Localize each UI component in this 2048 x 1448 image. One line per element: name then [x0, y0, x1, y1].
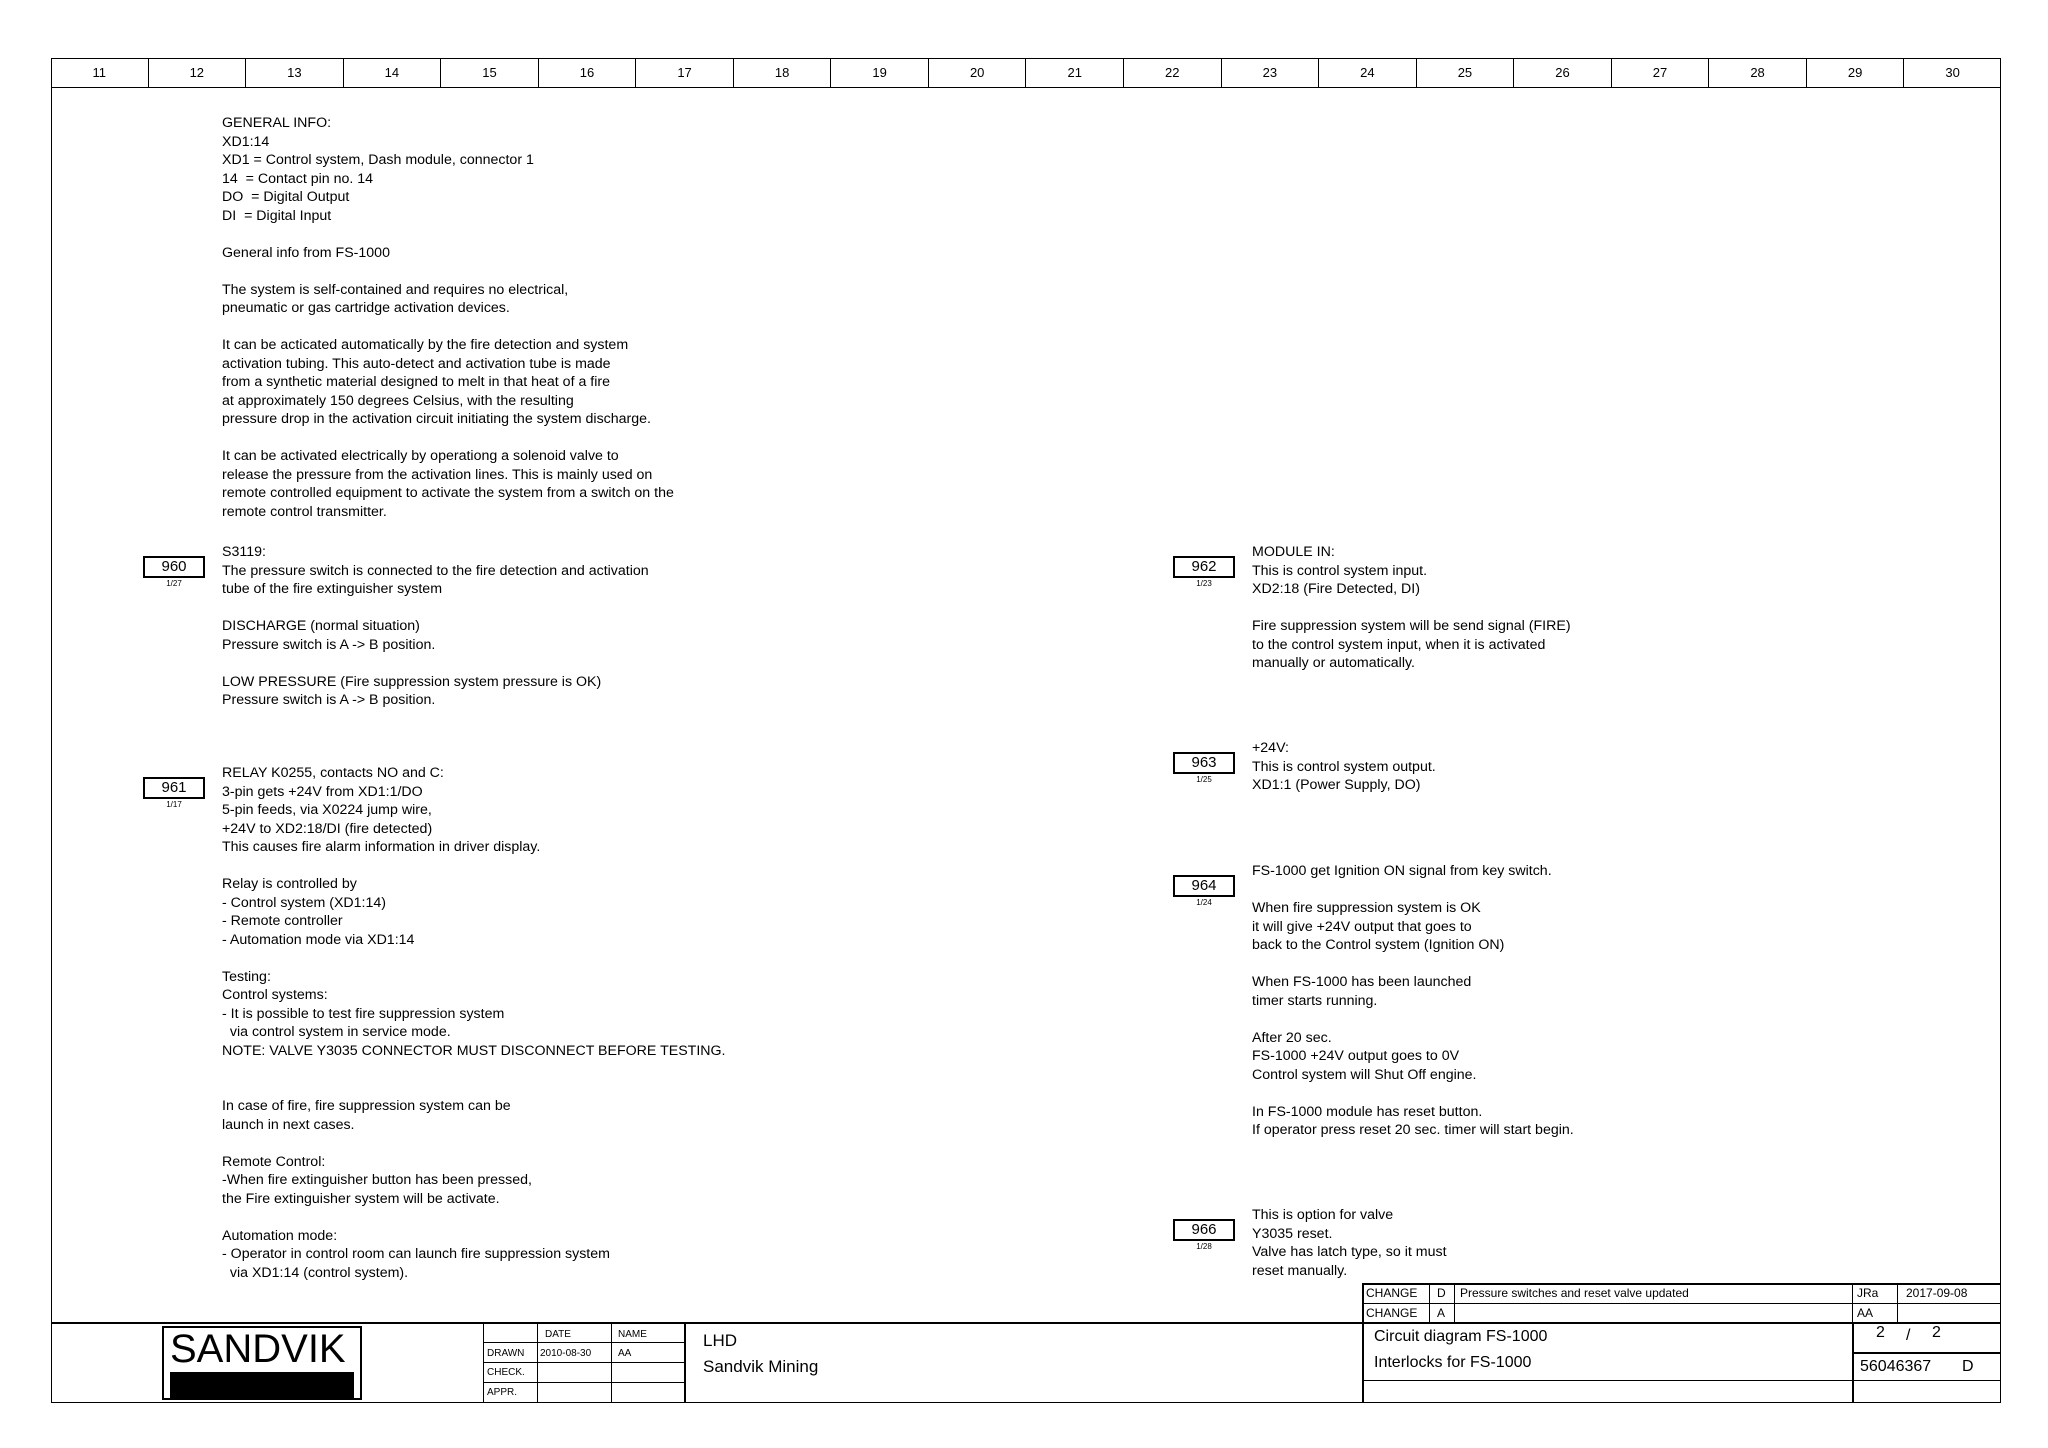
change-label: CHANGE [1366, 1306, 1418, 1320]
divider [1429, 1283, 1430, 1323]
sandvik-logo [162, 1326, 362, 1400]
column-number: 12 [149, 58, 247, 87]
column-number: 21 [1026, 58, 1124, 87]
document-revision: D [1962, 1358, 1974, 1375]
change-author: JRa [1857, 1286, 1879, 1300]
reference-page: 1/27 [166, 579, 182, 588]
column-number: 30 [1945, 65, 1960, 80]
change-revision: A [1437, 1306, 1446, 1320]
divider [1454, 1283, 1455, 1323]
reference-page: 1/17 [166, 800, 182, 809]
note-962: MODULE IN: This is control system input. XD2:18 (Fire Detected, DI) Fire suppression system will be send signal (FIRE) to the control system input, when it is activated manually or automatically. [1252, 544, 1571, 671]
divider [1362, 1303, 2001, 1304]
reference-number: 960 [143, 556, 205, 578]
divider [1362, 1283, 2001, 1285]
reference-number: 961 [143, 777, 205, 799]
change-label: CHANGE [1366, 1286, 1418, 1300]
cross-reference-962[interactable] [1173, 556, 1235, 589]
reference-page: 1/25 [1196, 775, 1212, 784]
reference-number: 962 [1173, 556, 1235, 578]
divider [483, 1362, 684, 1363]
cross-reference-961[interactable] [143, 777, 205, 810]
column-number: 11 [51, 58, 149, 87]
divider [1852, 1322, 1854, 1403]
logo-text: SANDVIK [170, 1327, 346, 1371]
name-header: NAME [618, 1329, 647, 1340]
project-name: LHD [703, 1331, 738, 1350]
column-number: 20 [929, 58, 1027, 87]
column-number: 14 [344, 58, 442, 87]
general-info-text: GENERAL INFO: XD1:14 XD1 = Control system, Dash module, connector 1 14 = Contact pin no. 14 DO = Digital Output DI = Digital Input General info from FS-1000 The system is self-contained and requires no electrical, pneumatic or gas cartridge activation devices. It can be acticated automatically by the fire detection and system activation tubing. This auto-detect and activation tube is made from a synthetic material designed to melt in that heat of a fire at approximately 150 degrees Celsius, with the resulting pressure drop in the activation circuit initiating the system discharge. It can be activated electrically by operationg a solenoid valve to release the pressure from the activation lines. This is mainly used on remote controlled equipment to activate the system from a switch on the remote control transmitter. [222, 115, 674, 520]
note-963: +24V: This is control system output. XD1:1 (Power Supply, DO) [1252, 740, 1436, 793]
check-label: CHECK. [487, 1367, 525, 1378]
change-author: AA [1857, 1306, 1874, 1320]
reference-number: 963 [1173, 752, 1235, 774]
note-964: FS-1000 get Ignition ON signal from key switch. When fire suppression system is OK it will give +24V output that goes to back to the Control system (Ignition ON) When FS-1000 has been launched timer starts running. After 20 sec. FS-1000 +24V output goes to 0V Control system will Shut Off engine. In FS-1000 module has reset button. If operator press reset 20 sec. timer will start begin. [1252, 863, 1574, 1138]
divider [684, 1322, 686, 1403]
column-number: 26 [1514, 58, 1612, 87]
note-961: RELAY K0255, contacts NO and C: 3-pin gets +24V from XD1:1/DO 5-pin feeds, via X0224 jump wire, +24V to XD2:18/DI (fire detected) This causes fire alarm information in driver display. Relay is controlled by - Control system (XD1:14) - Remote controller - Automation mode via XD1:14 Testing: Control systems: - It is possible to test fire suppression system via control system in service mode. NOTE: VALVE Y3035 CONNECTOR MUST DISCONNECT BEFORE TESTING. In case of fire, fire suppression system can be launch in next cases. Remote Control: -When fire extinguisher button has been pressed, the Fire extinguisher system will be activate. Automation mode: - Operator in control room can launch fire suppression system via XD1:14 (control system). [222, 765, 726, 1281]
cross-reference-960[interactable] [143, 556, 205, 589]
document-number: 56046367 [1860, 1358, 1932, 1375]
total-sheets: 2 [1932, 1324, 1941, 1341]
column-number: 15 [441, 58, 539, 87]
column-number: 25 [1417, 58, 1515, 87]
note-960: S3119: The pressure switch is connected to the fire detection and activation tube of the fire extinguisher system DISCHARGE (normal situation) Pressure switch is A -> B position. LOW PRESSURE (Fire suppression system pressure is OK) Pressure switch is A -> B position. [222, 544, 649, 708]
change-date: 2017-09-08 [1906, 1286, 1968, 1300]
divider [1852, 1352, 2001, 1354]
approved-label: APPR. [487, 1387, 518, 1398]
reference-number: 966 [1173, 1219, 1235, 1241]
cross-reference-963[interactable] [1173, 752, 1235, 785]
drawn-label: DRAWN [487, 1348, 525, 1359]
column-index-row [51, 58, 2001, 88]
drawn-date: 2010-08-30 [540, 1348, 592, 1359]
divider [51, 1322, 2001, 1324]
reference-page: 1/23 [1196, 579, 1212, 588]
column-number: 29 [1807, 58, 1905, 87]
sheet-number: 2 [1876, 1324, 1885, 1341]
divider [1362, 1322, 1364, 1403]
date-header: DATE [545, 1329, 571, 1340]
sheet-separator: / [1906, 1327, 1911, 1344]
divider [483, 1382, 684, 1383]
column-number: 17 [636, 58, 734, 87]
change-description: Pressure switches and reset valve updated [1460, 1286, 1689, 1300]
divider [1362, 1380, 2001, 1381]
column-number: 22 [1124, 58, 1222, 87]
drawing-subtitle: Interlocks for FS-1000 [1374, 1354, 1532, 1371]
reference-page: 1/28 [1196, 1242, 1212, 1251]
drawn-name: AA [618, 1348, 632, 1359]
divider [1362, 1283, 1364, 1323]
logo-bar [170, 1372, 354, 1398]
drawing-title: Circuit diagram FS-1000 [1374, 1328, 1548, 1345]
column-number: 23 [1222, 58, 1320, 87]
note-966: This is option for valve Y3035 reset. Valve has latch type, so it must reset manually. [1252, 1207, 1447, 1279]
column-number: 19 [831, 58, 929, 87]
change-revision: D [1437, 1286, 1446, 1300]
cross-reference-966[interactable] [1173, 1219, 1235, 1252]
divider [1897, 1283, 1898, 1323]
reference-page: 1/24 [1196, 898, 1212, 907]
cross-reference-964[interactable] [1173, 875, 1235, 908]
reference-number: 964 [1173, 875, 1235, 897]
column-number: 27 [1612, 58, 1710, 87]
column-number: 28 [1709, 58, 1807, 87]
column-number: 18 [734, 58, 832, 87]
project-company: Sandvik Mining [703, 1357, 819, 1376]
column-number: 16 [539, 58, 637, 87]
divider [483, 1342, 684, 1343]
divider [1852, 1283, 1853, 1323]
column-number: 24 [1319, 58, 1417, 87]
column-number: 13 [246, 58, 344, 87]
